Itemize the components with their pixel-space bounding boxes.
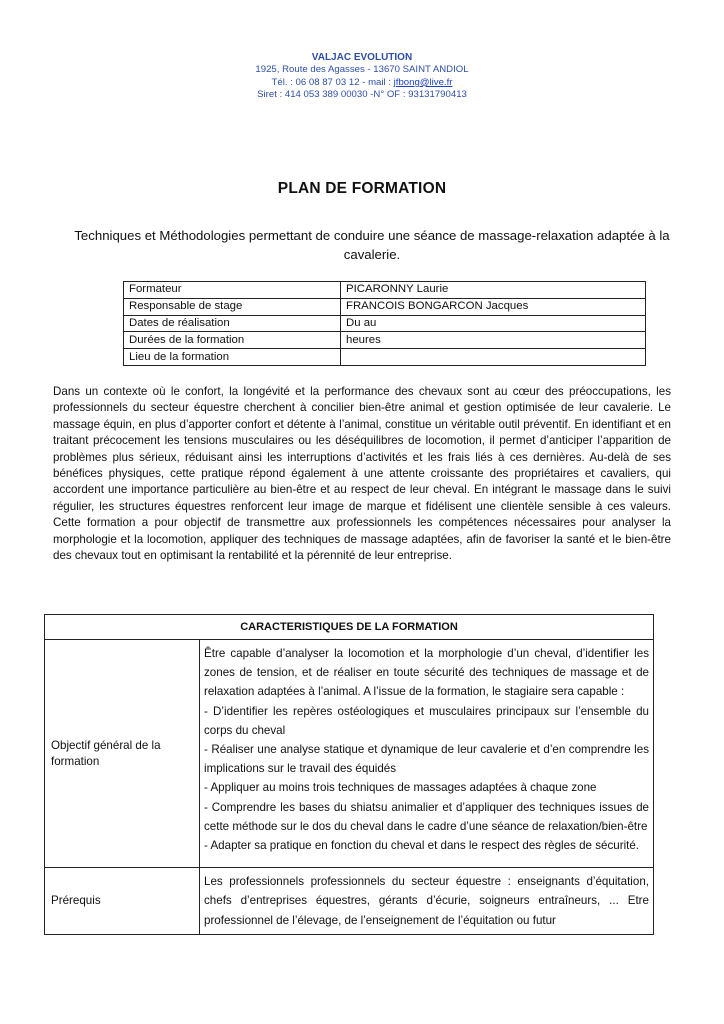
table-row bbox=[124, 315, 646, 332]
document-subtitle: Techniques et Méthodologies permettant de conduire une séance de massage-relaxation adaptée à la cavalerie. bbox=[74, 228, 670, 262]
info-value: PICARONNY Laurie bbox=[341, 282, 646, 299]
info-key: Formateur bbox=[124, 282, 341, 299]
organization-name: VALJAC EVOLUTION bbox=[311, 52, 413, 63]
intro-paragraph: Dans un contexte où le confort, la longévité et la performance des chevaux sont au cœur des préoccupations, les professionnels du secteur équestre cherchent à concilier bien-être animal et gestion optimisée de leur cavalerie. Le massage équin, en plus d’apporter confort et détente à l’animal, constitue un véritable outil préventif. En identifiant et en traitant précocement les tensions musculaires ou les déséquilibres de locomotion, il permet d’anticiper l’apparition de problèmes plus sérieux, réduisant ainsi les interruptions d’activités et les frais liés à ces dernières. Au-delà de ses bénéfices physiques, cette pratique répond également à une attente croissante des propriétaires et cavaliers, qui accordent une importance particulière au bien-être et au respect de leur cheval. En intégrant le massage dans le suivi régulier, les structures équestres renforcent leur image de marque et fidélisent une clientèle sensible à ces valeurs. Cette formation a pour objectif de transmettre aux professionnels les compétences nécessaires pour analyser la morphologie et la locomotion, appliquer des techniques de massage adaptées, afin de favoriser la santé et le bien-être des chevaux tout en optimisant la rentabilité et la pérennité de leur entreprise. bbox=[53, 385, 671, 563]
objective-line: - Adapter sa pratique en fonction du cheval et dans le respect des règles de sécurité. bbox=[204, 839, 640, 853]
characteristics-table bbox=[44, 614, 654, 935]
table-row bbox=[45, 640, 654, 868]
info-value bbox=[341, 349, 646, 366]
page-bottom-margin bbox=[0, 976, 724, 1024]
info-key: Responsable de stage bbox=[124, 298, 341, 315]
info-key: Lieu de la formation bbox=[124, 349, 341, 366]
table-row bbox=[124, 298, 646, 315]
info-value: heures bbox=[341, 332, 646, 349]
objective-text bbox=[200, 640, 654, 868]
info-value: FRANCOIS BONGARCON Jacques bbox=[341, 298, 646, 315]
prerequisites-label: Prérequis bbox=[45, 868, 200, 935]
info-value: Du au bbox=[341, 315, 646, 332]
objective-line: - Réaliser une analyse statique et dynamique de leur cavalerie et d’en comprendre les implications sur le travail des équidés bbox=[204, 743, 649, 776]
table-row bbox=[124, 332, 646, 349]
objective-line: Être capable d’analyser la locomotion et la morphologie d’un cheval, d’identifier les zones de tension, et de réaliser en toute sécurité des techniques de massage et de relaxation adaptées à l’animal. A l’issue de la formation, le stagiaire sera capable : bbox=[204, 647, 649, 699]
info-key: Dates de réalisation bbox=[124, 315, 341, 332]
organization-siret: Siret : 414 053 389 00030 -N° OF : 93131790413 bbox=[257, 89, 467, 101]
contact-phone: Tél. : 06 08 87 03 12 - mail : bbox=[271, 76, 394, 88]
document-title: PLAN DE FORMATION bbox=[277, 180, 447, 197]
objective-label: Objectif général de la formation bbox=[45, 640, 200, 868]
table-row bbox=[124, 282, 646, 299]
objective-line: - D’identifier les repères ostéologiques et musculaires principaux sur l’ensemble du corps du cheval bbox=[204, 704, 649, 737]
email-link[interactable]: jfbong@live.fr bbox=[393, 76, 453, 88]
objective-line: - Comprendre les bases du shiatsu animalier et d’appliquer des techniques issues de cette méthode sur le dos du cheval dans le cadre d’une séance de relaxation/bien-être bbox=[204, 800, 649, 833]
table-row bbox=[124, 349, 646, 366]
characteristics-heading: CARACTERISTIQUES DE LA FORMATION bbox=[45, 615, 654, 640]
letterhead bbox=[0, 52, 724, 102]
prerequisites-text: Les professionnels professionnels du secteur équestre : enseignants d’équitation, chefs d’entreprises équestres, gérants d’écurie, soigneurs entraîneurs, ... Etre professionnel de l’élevage, de l’enseignement de l’équitation ou futur bbox=[200, 868, 654, 935]
organization-address: 1925, Route des Agasses - 13670 SAINT ANDIOL bbox=[255, 64, 469, 76]
info-table bbox=[123, 281, 646, 366]
spacer bbox=[204, 855, 649, 863]
objective-line: - Appliquer au moins trois techniques de massages adaptées à chaque zone bbox=[204, 781, 597, 795]
table-row bbox=[45, 615, 654, 640]
organization-contact bbox=[0, 77, 724, 89]
info-key: Durées de la formation bbox=[124, 332, 341, 349]
table-row bbox=[45, 868, 654, 935]
